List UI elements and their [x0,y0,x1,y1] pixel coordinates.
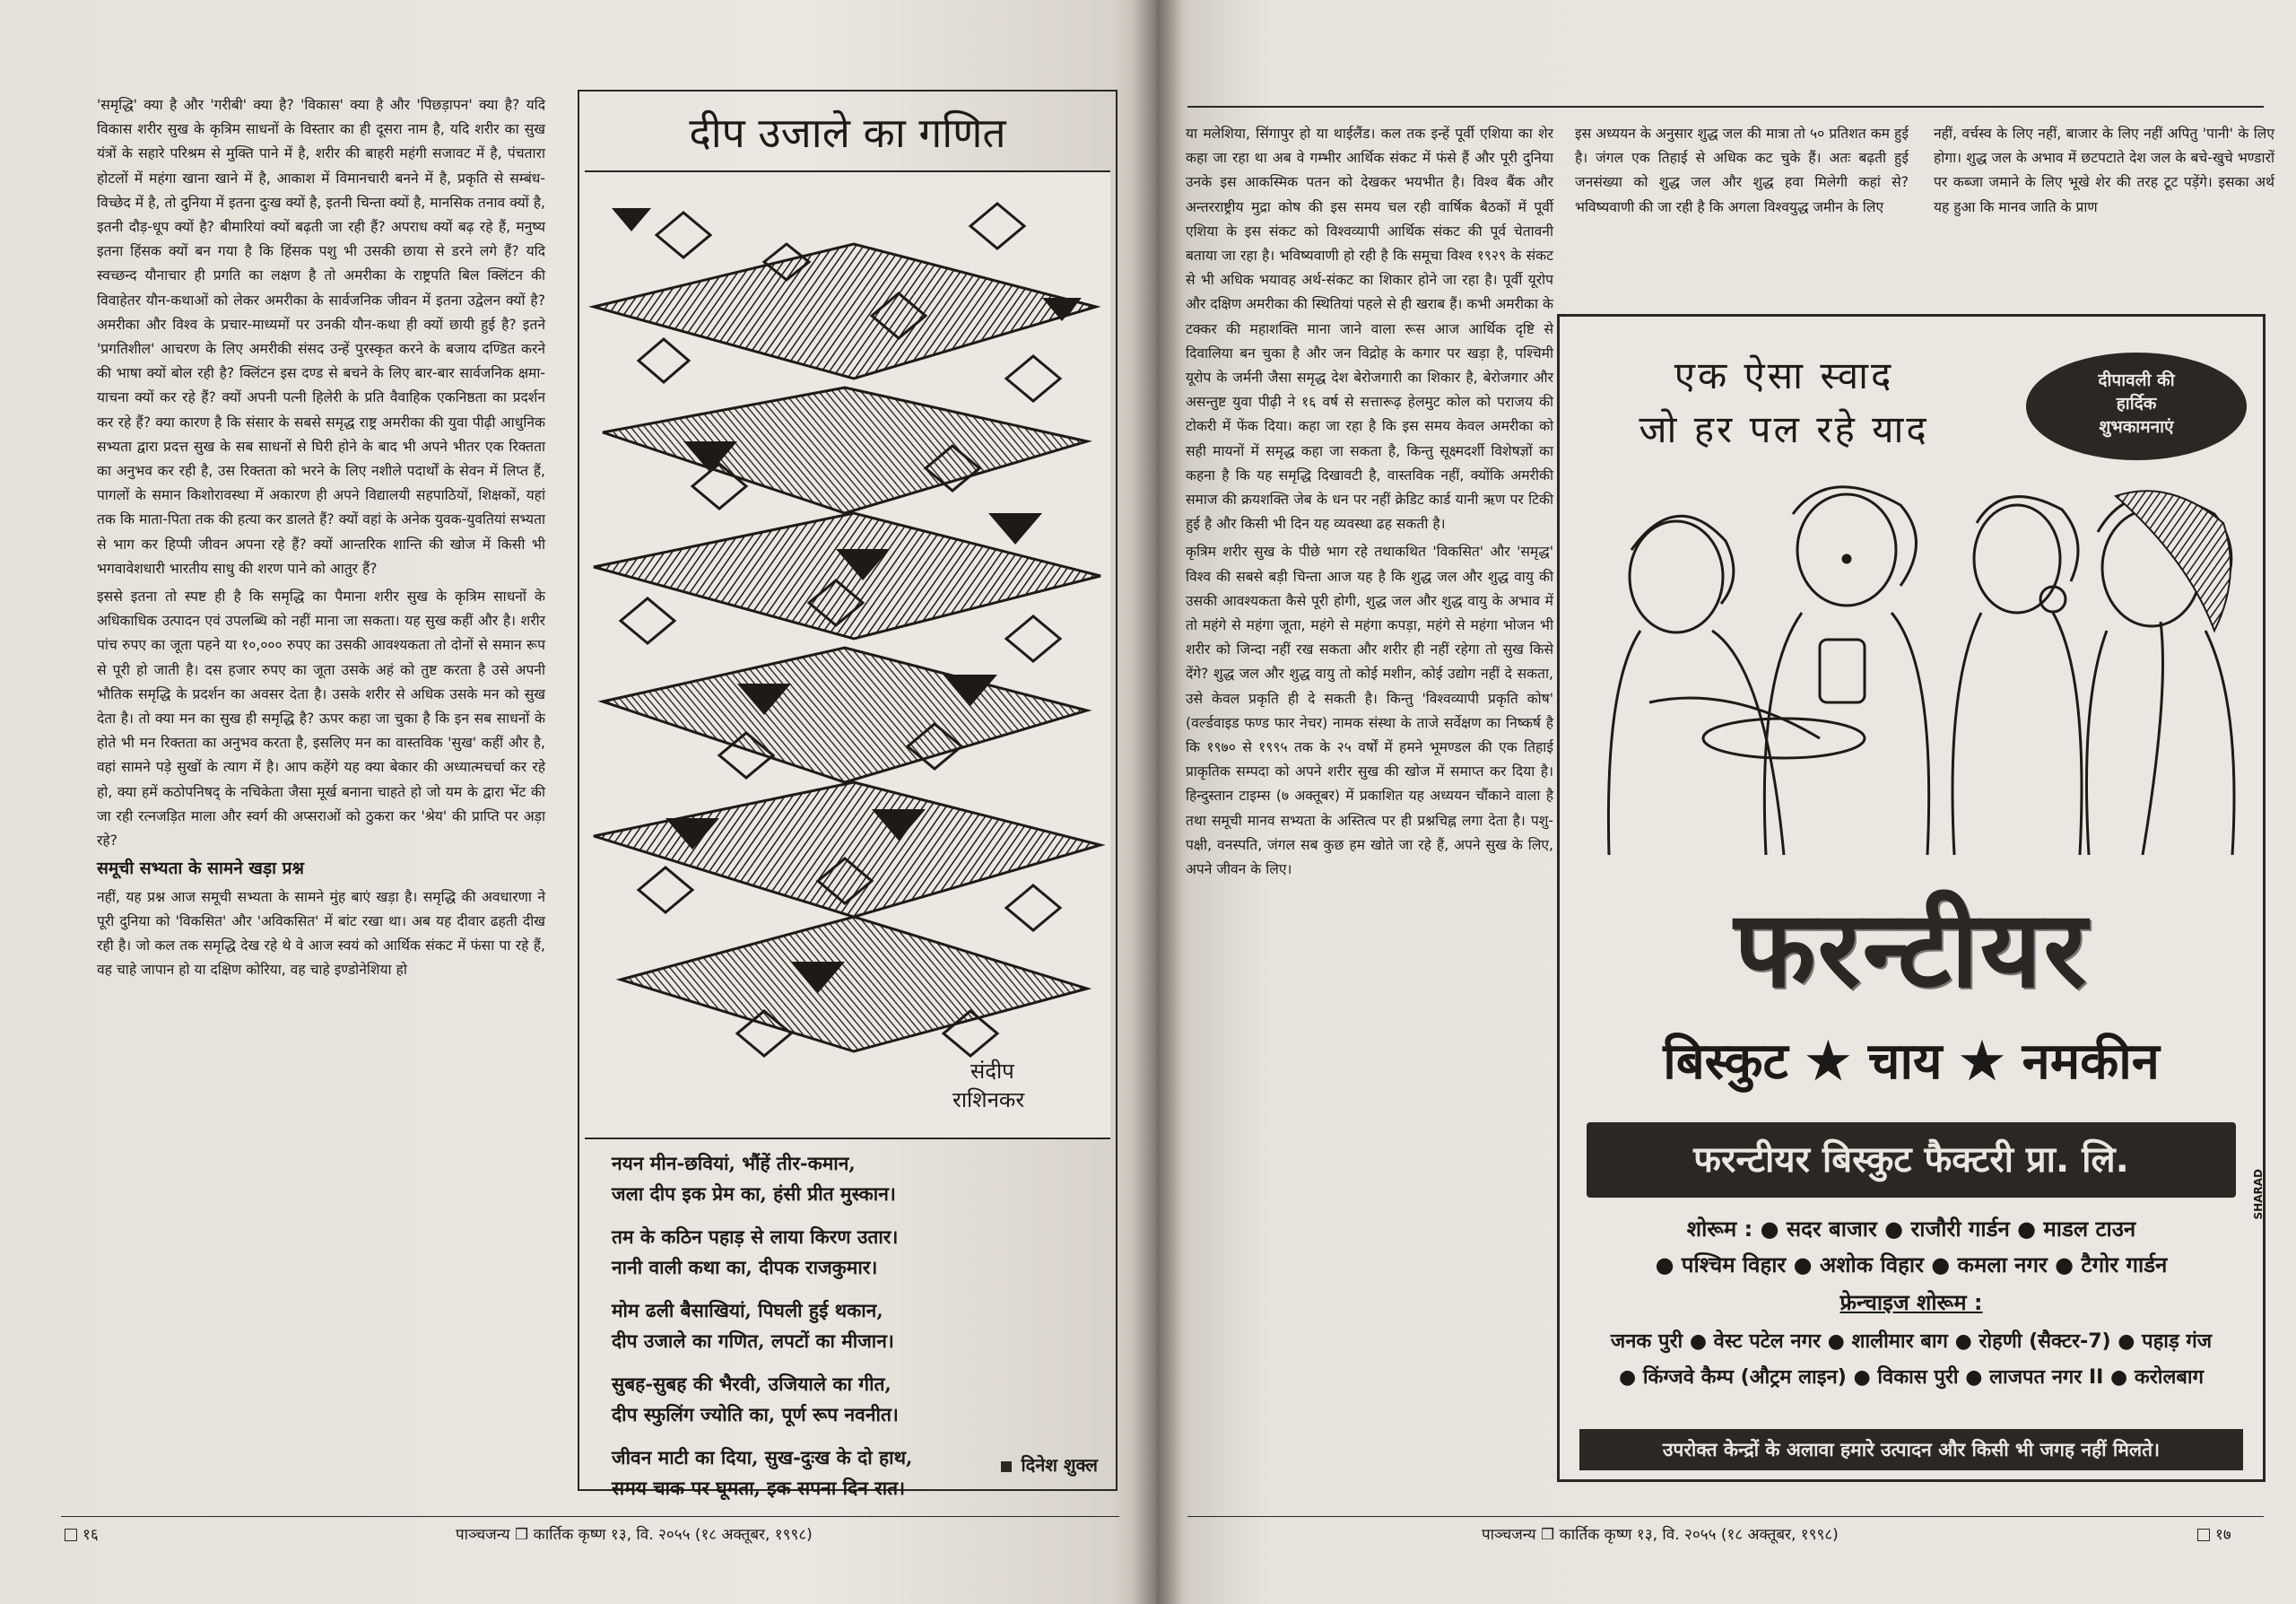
diwali-greeting-badge: दीपावली की हार्दिक शुभकामनाएं [2026,353,2247,460]
ad-company-name: फरन्टीयर बिस्कुट फैक्टरी प्रा. लि. [1587,1122,2236,1198]
left-page-number: १६ [65,1523,99,1544]
square-bullet-icon [1001,1461,1012,1472]
footer-rule [1187,1516,2264,1517]
right-footer-text: पाञ्चजन्य ❒ कार्तिक कृष्ण १३, वि. २०५५ (१८ अक्तूबर, १९९८) [1482,1526,1839,1544]
artist-signature-line2: राशिनकर [952,1087,1025,1112]
poem-line: समय चाक पर घूमता, इक सपना दिन रात। [612,1477,906,1499]
article-paragraph: कृत्रिम शरीर सुख के पीछे भाग रहे तथाकथित 'विकसित' और 'समृद्ध' विश्व की सबसे बड़ी चिन्ता आज यह है कि शुद्ध जल और शुद्ध वायु की उसकी आवश्यकता कैसे पूरी होगी, शुद्ध जल और शुद्ध वायु के अभाव में तो महंगे से महंगा जूता, महंगे से महंगा कपड़ा, महंगे से महंगा भोजन भी शरीर को जिन्दा नहीं रख सकता और शरीर ही नहीं रहेगा तो सुख किसे देंगे? शुद्ध जल और शुद्ध वायु तो कोई मशीन, कोई उद्योग नहीं दे सकता, उसे केवल प्रकृति ही दे सकती है। किन्तु 'विश्वव्यापी प्रकृति कोष' (वर्ल्डवाइड फण्ड फार नेचर) नामक संस्था के ताजे सर्वेक्षण का निष्कर्ष है कि १९७० से १९९५ तक के २५ वर्षों में हमने भूमण्डल की एक तिहाई प्राकृतिक सम्पदा को अपने शरीर सुख की खोज में समाप्त कर दिया है। हिन्दुस्तान टाइम्स (७ अक्तूबर) में प्रकाशित यह अध्ययन चौंकाने वाला है तथा समूची मानव सभ्यता के अस्तित्व पर ही प्रश्नचिह्न लगा देता है। पशु-पक्षी, वनस्पति, जंगल सब कुछ हम खोते जा रहे हैं, अपने सुख के लिए, अपने जीवन के लिए। [1186,544,1553,878]
poem-line: सुबह-सुबह की भैरवी, उजियाले का गीत, [612,1373,891,1395]
illustration-drawing [1578,469,2250,855]
right-article-column-1 [1186,122,1553,885]
article-paragraph: इससे इतना तो स्पष्ट ही है कि समृद्धि का पैमाना शरीर सुख के कृत्रिम साधनों के अधिकाधिक उत्पादन एवं उपलब्धि को नहीं माना जा सकता। यह सुख कहीं और है। शरीर पांच रुपए का जूता पहने या १०,००० रुपए का उसकी आवश्यकता तो दोनों से समान रूप से पूरी हो जाती है। दस हजार रुपए का जूता उसके अहं को तुष्ट करता है उसे अपनी भौतिक समृद्धि के प्रदर्शन का अवसर देता है। उसके शरीर से अधिक उसके मन को सुख देता है। तो क्या मन का सुख ही समृद्धि है? ऊपर कहा जा चुका है कि इन सब साधनों के होते भी मन रिक्तता का अनुभव करता है, इसलिए मन का वास्तविक 'सुख' कहीं और है, वहां सामने पड़े सुखों के त्याग में है। आप कहेंगे यह क्या बेकार की अध्यात्मचर्चा कर रहे हो, क्या हमें कठोपनिषद् के नचिकेता जैसा मूर्ख बनाना चाहते हो जो यम के द्वारा भेंट की जा रही रत्नजड़ित माला और स्वर्ग की अप्सराओं को ठुकरा कर 'श्रेय' की प्राप्ति पर अड़ा रहे? [97,588,545,850]
ad-showroom-line: शोरूम : ● सदर बाजार ● राजौरी गार्डन ● माडल टाउन [1686,1216,2136,1242]
poem-stanza [612,1222,1096,1283]
poem-line: नयन मीन-छवियां, भौंहें तीर-कमान, [612,1152,856,1174]
left-footer-text: पाञ्चजन्य ❒ कार्तिक कृष्ण १३, वि. २०५५ (१८ अक्तूबर, १९९८) [456,1526,813,1544]
ad-franchise-heading: फ्रेन्चाइज शोरूम : [1839,1290,1983,1315]
frontier-advertisement [1557,314,2266,1482]
ad-products: बिस्कुट ★ चाय ★ नमकीन [1663,1032,2160,1091]
poem-title: दीप उजाले का गणित [689,109,1006,157]
poem-line: जीवन माटी का दिया, सुख-दुःख के दो हाथ, [612,1446,913,1469]
diya-pattern-drawing [585,172,1110,1138]
book-gutter-shadow [1132,0,1182,1604]
ad-slogan-line: जो हर पल रहे याद [1639,407,1929,451]
poem-line: मोम ढली बैसाखियां, पिघली हुई थकान, [612,1299,883,1321]
header-rule [1187,106,2264,108]
footer-rule [61,1516,1119,1517]
poem-stanza [612,1369,1096,1430]
ad-brand-name: फरन्टीयर [1734,886,2089,1011]
poem-line: दीप उजाले का गणित, लपटों का मीजान। [612,1329,894,1352]
poem-author-name: दिनेश शुक्ल [1021,1454,1098,1476]
poem-stanza [612,1148,1096,1209]
ad-franchise-line: जनक पुरी ● वेस्ट पटेल नगर ● शालीमार बाग ● रोहणी (सैक्टर-7) ● पहाड़ गंज [1610,1330,2213,1353]
poem-line: जला दीप इक प्रेम का, हंसी प्रीत मुस्कान। [612,1182,896,1205]
women-eating-illustration [1578,469,2250,855]
square-outline-icon [65,1529,77,1541]
poem-box [578,90,1118,1499]
ad-franchise-line: ● किंग्जवे कैम्प (औट्रम लाइन) ● विकास पुरी ● लाजपत नगर II ● करोलबाग [1618,1366,2205,1389]
right-article-column-3: नहीं, वर्चस्व के लिए नहीं, बाजार के लिए नहीं अपितु 'पानी' के लिए होगा। शुद्ध जल के अभाव में छटपटाते देश जल के बचे-खुचे भण्डारों पर कब्जा जमाने के लिए भूखे शेर की तरह टूट पड़ेंगे। इसका अर्थ यह हुआ कि मानव जाति के प्राण [1934,126,2274,215]
poem-line: दीप स्फुलिंग ज्योति का, पूर्ण रूप नवनीत। [612,1403,899,1425]
ad-footer-notice: उपरोक्त केन्द्रों के अलावा हमारे उत्पादन और किसी भी जगह नहीं मिलते। [1579,1429,2243,1470]
right-page-number: १७ [2197,1523,2231,1544]
article-paragraph: या मलेशिया, सिंगापुर हो या थाईलैंड। कल तक इन्हें पूर्वी एशिया का शेर कहा जा रहा था अब वे गम्भीर आर्थिक संकट में फंसे हैं और पूरी दुनिया उनके इस आकस्मिक पतन को देखकर भयभीत है। विश्व बैंक और अन्तरराष्ट्रीय मुद्रा कोष की इस समय चल रही वार्षिक बैठकों में पूर्वी एशिया के इस संकट को विश्वव्यापी आर्थिक संकट की पूर्व चेतावनी बताया जा रहा है। भविष्यवाणी हो रही है कि समूचा विश्व १९२९ के संकट से भी अधिक भयावह अर्थ-संकट का शिकार होने जा रहा है। पूर्वी यूरोप और दक्षिण अमरीका की स्थितियां पहले से ही खराब हैं। कभी अमरीका के टक्कर की महाशक्ति माना जाने वाला रूस आज आर्थिक दृष्टि से दिवालिया बन चुका है और जन विद्रोह के कगार पर खड़ा है, पश्चिमी यूरोप के जर्मनी जैसा समृद्ध देश बेरोजगारी का शिकार है, बेरोजगार और असन्तुष्ट युवा पीढ़ी ने १६ वर्ष से सत्तारूढ़ हेलमुट कोल को पराजय की टोकरी में फेंक दिया। कहा जा रहा है कि इस समय केवल अमरीका को सही मायनों में समृद्ध कहा जा सकता है, किन्तु सूक्ष्मदर्शी विशेषज्ञों का कहना है कि यह समृद्धि दिखावटी है, वास्तविक नहीं, क्योंकि अमरीकी समाज की क्रयशक्ति जेब के धन पर नहीं क्रेडिट कार्ड यानी ऋण पर टिकी हुई है और किसी भी दिन यह व्यवस्था ढह सकती है। [1186,126,1553,533]
artist-signature-line1: संदीप [970,1059,1014,1084]
ad-showroom-line: ● पश्चिम विहार ● अशोक विहार ● कमला नगर ● टैगोर गार्डन [1655,1252,2168,1277]
poem-stanza [612,1295,1096,1356]
right-article-column-2: इस अध्ययन के अनुसार शुद्ध जल की मात्रा तो ५० प्रतिशत कम हुई है। जंगल एक तिहाई से अधिक कट चुके हैं। अतः बढ़ती हुई जनसंख्या को शुद्ध जल और शुद्ध हवा मिलेगी कहां से? भविष्यवाणी की जा रही है कि अगला विश्वयुद्ध जमीन के लिए [1575,126,1909,215]
poem-author [1001,1452,1098,1477]
section-heading: समूची सभ्यता के सामने खड़ा प्रश्न [97,859,304,879]
ad-artist-mark: SHARAD [2252,1169,2265,1220]
ad-slogan-line: एक ऐसा स्वाद [1674,353,1894,397]
poem-line: तम के कठिन पहाड़ से लाया किरण उतार। [612,1225,899,1248]
poem-line: नानी वाली कथा का, दीपक राजकुमार। [612,1256,878,1278]
right-page [1157,0,2296,1604]
left-article-column [97,93,545,986]
diya-illustration [585,170,1110,1139]
article-paragraph: नहीं, यह प्रश्न आज समूची सभ्यता के सामने मुंह बाएं खड़ा है। समृद्धि की अवधारणा ने पूरी दुनिया को 'विकसित' और 'अविकसित' में बांट रखा था। अब यह दीवार ढहती दीख रही है। जो कल तक समृद्धि देख रहे थे वे आज स्वयं को आर्थिक संकट में फंसा पा रहे हैं, वह चाहे जापान हो या दक्षिण कोरिया, वह चाहे इण्डोनेशिया हो [97,888,545,979]
ad-slogan [1596,349,1972,457]
square-outline-icon [2197,1529,2210,1541]
article-paragraph: 'समृद्धि' क्या है और 'गरीबी' क्या है? 'विकास' क्या है और 'पिछड़ापन' क्या है? यदि विकास शरीर सुख के कृत्रिम साधनों के विस्तार का ही दूसरा नाम है, यदि शरीर का सुख यंत्रों के सहारे परिश्रम से मुक्ति पाने में है, शरीर की बाहरी महंगी सजावट में है, पंचतारा होटलों में महंगा खाना खाने में है, आकाश में विमानचारी बनने में है, प्रकृति से सम्बंध-विच्छेद में है, तो दुनिया में इतना दुःख क्यों है, इतनी चिन्ता क्यों है, मानसिक तनाव क्यों है, इतनी दौड़-धूप क्यों है? बीमारियां क्यों बढ़ती जा रही हैं? अपराध क्यों बढ़ रहे हैं, मनुष्य इतना हिंसक क्यों बन गया है कि हिंसक पशु भी उसकी छाया से डरने लगे हैं? यदि स्वच्छन्द यौनाचार ही प्रगति का लक्षण है तो अमरीका के राष्ट्रपति बिल क्लिंटन की विवाहेतर यौन-कथाओं को लेकर अमरीका के सार्वजनिक जीवन में इतना उद्वेलन क्यों है? अमरीका और विश्व के प्रचार-माध्यमों पर उनकी यौन-कथा ही क्यों छायी हुई है? इतने 'प्रगतिशील' आचरण के लिए अमरीकी संसद उन्हें पुरस्कृत करने के बजाय दण्डित करने की भाषा क्यों बोल रही है? क्लिंटन इस दण्ड से बचने के लिए बार-बार सार्वजनिक क्षमा-याचना क्यों कर रहे हैं? क्यों अपनी पत्नी हिलेरी के प्रति वैवाहिक एकनिष्ठता का प्रदर्शन कर रहे हैं? क्या कारण है कि संसार के सबसे समृद्ध राष्ट्र अमरीका की युवा पीढ़ी आधुनिक सभ्यता द्वारा प्रदत्त सुख के सब साधनों से घिरी होने के बाद भी अपने भीतर एक रिक्तता का अनुभव कर रही है, उस रिक्तता को भरने के लिए नशीले पदार्थों के सेवन में लिप्त हैं, पागलों के समान किशोरावस्था में अकारण ही अपने विद्यालयी सहपाठियों, शिक्षकों, यहां तक कि माता-पिता तक की हत्या कर डालते हैं? क्यों वहां के अनेक युवक-युवतियां सभ्यता से भाग कर हिप्पी जीवन अपना रहे हैं? क्यों आन्तरिक शान्ति की खोज में किसी भी भगवावेशधारी भारतीय साधु की शरण पाने को आतुर हैं? [97,97,545,577]
